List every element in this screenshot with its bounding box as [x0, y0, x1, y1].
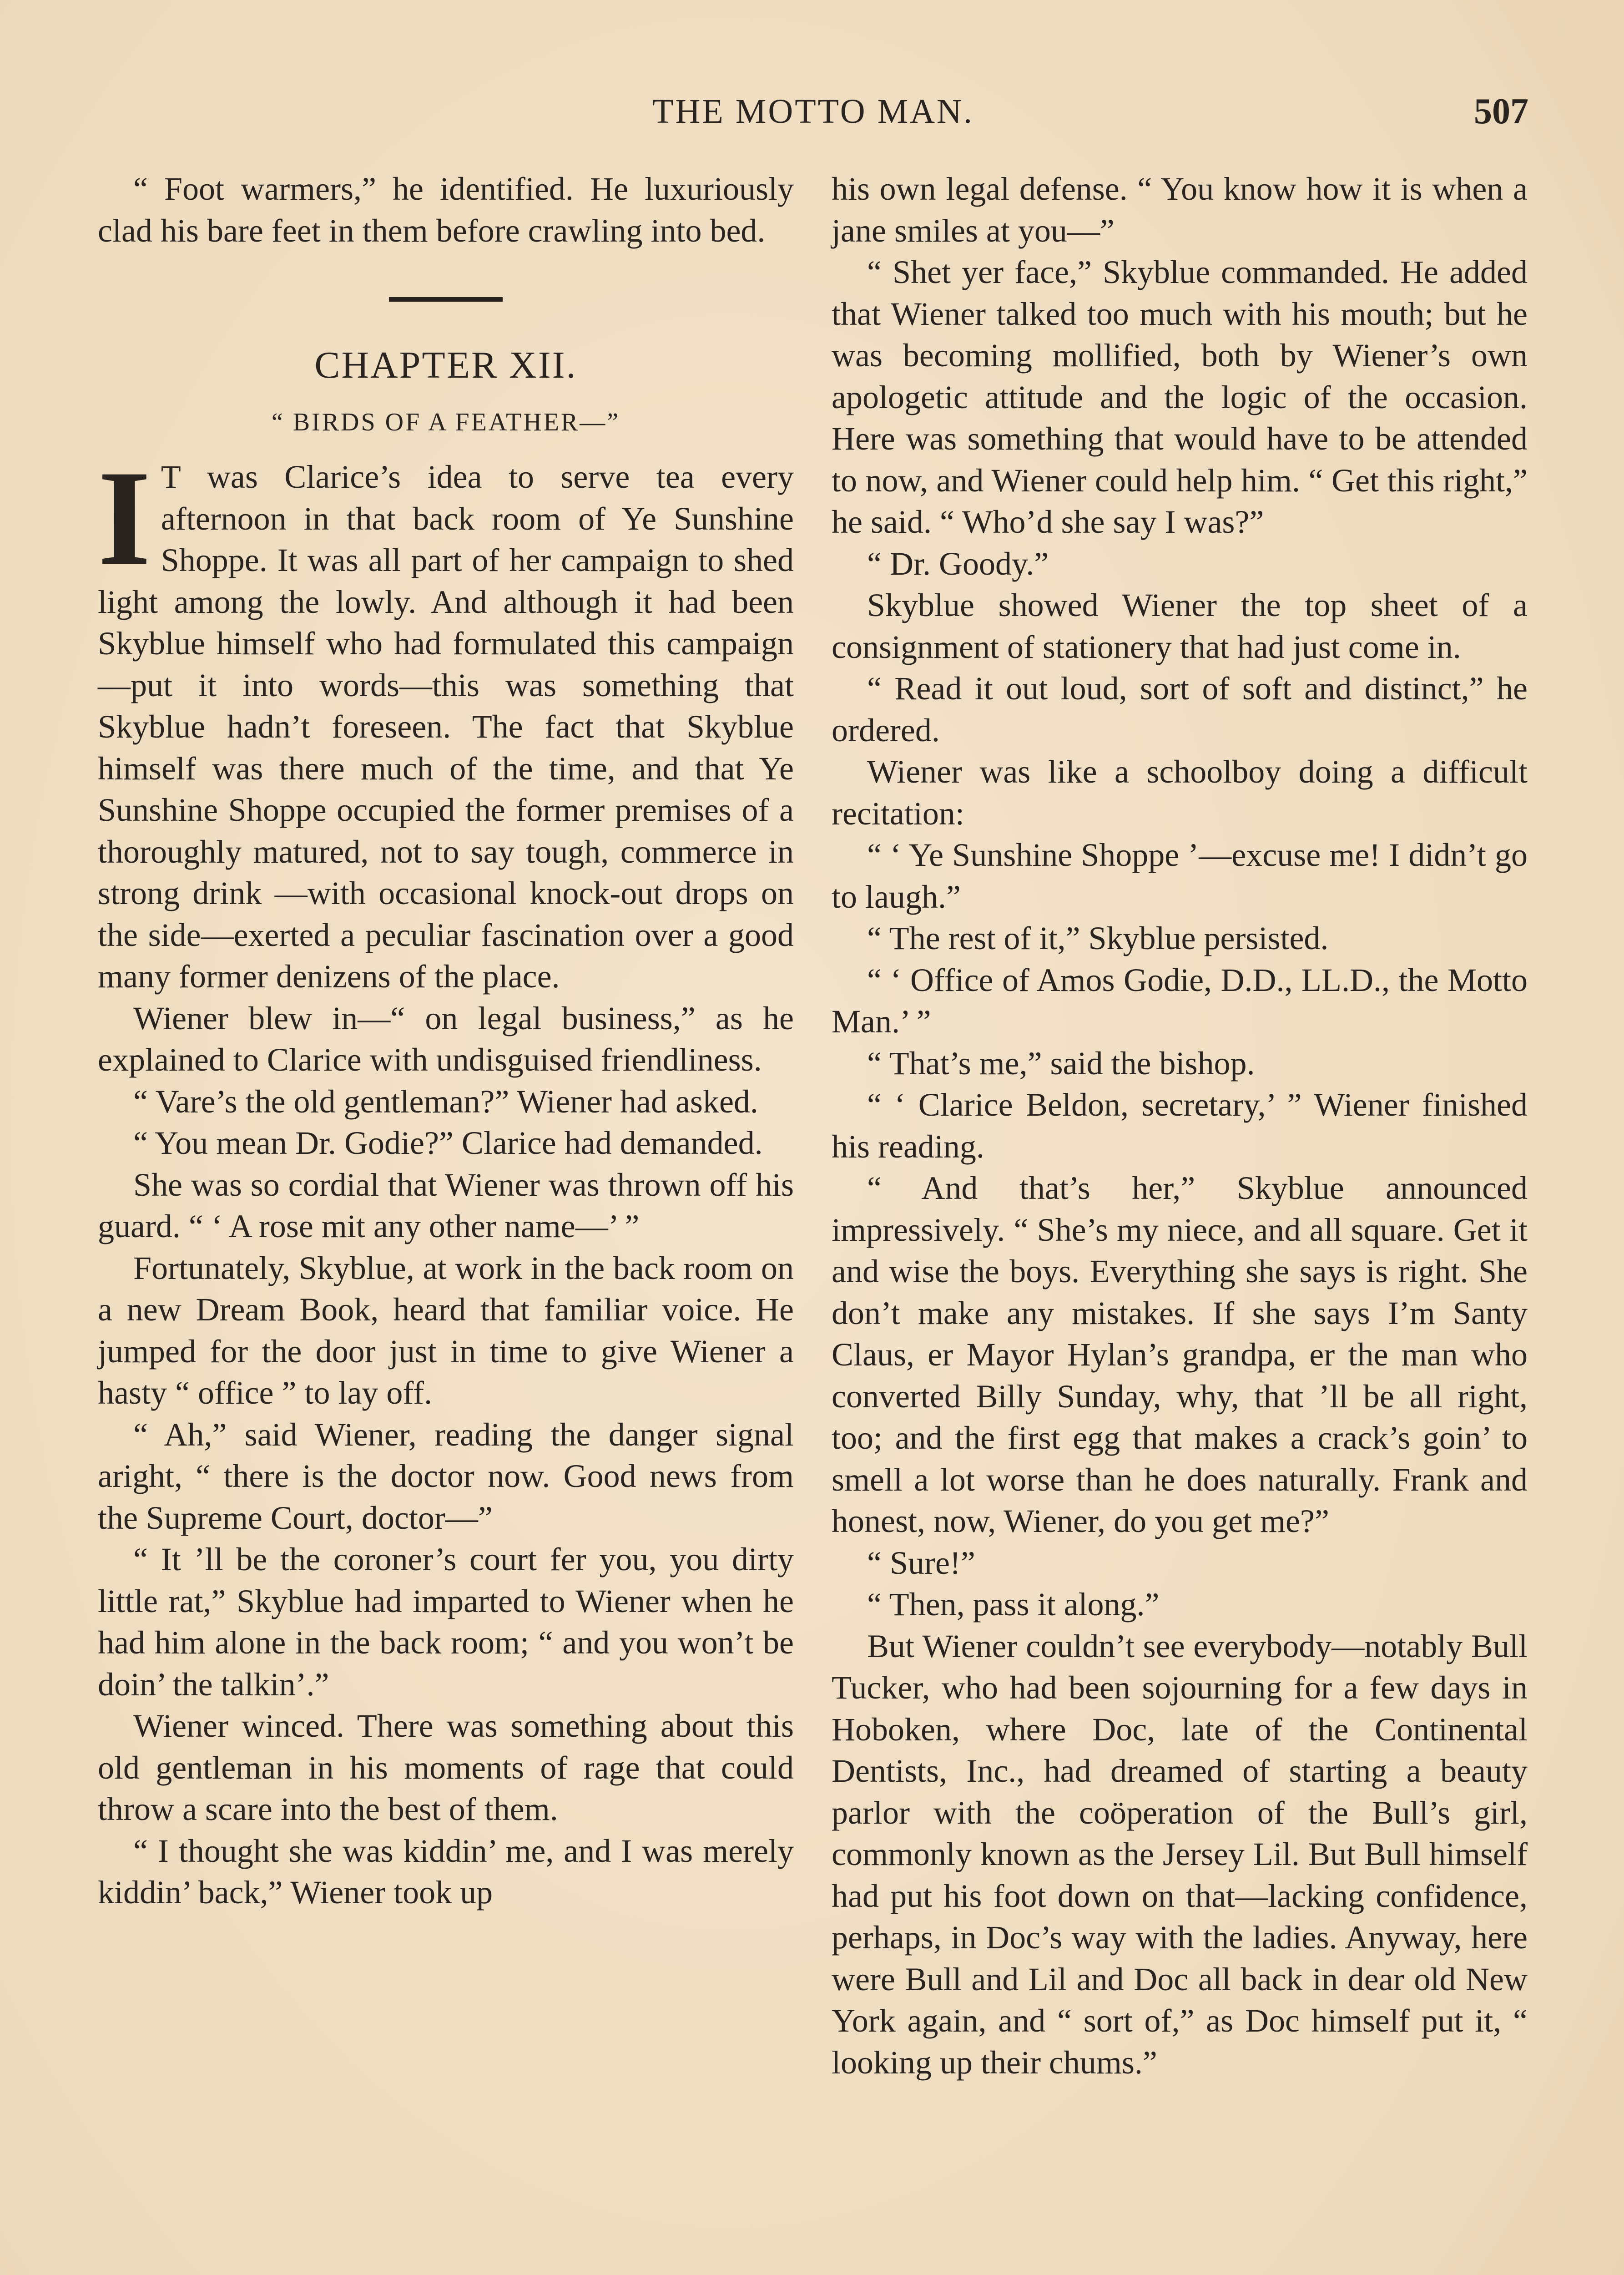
left-column	[98, 168, 794, 1914]
paragraph: But Wiener couldn’t see everybody—notably Bull Tucker, who had been sojourning for a few days in Hoboken, where Doc, late of the Continental Dentists, Inc., had dreamed of starting a beauty parlor with the coöperation of the Bull’s girl, commonly known as the Jersey Lil. But Bull himself had put his foot down on that—lacking confidence, perhaps, in Doc’s way with the ladies. Anyway, here were Bull and Lil and Doc all back in dear old New York again, and “ sort of,” as Doc himself put it, “ looking up their chums.”	[832, 1628, 1528, 2081]
paragraph: “ Vare’s the old gentleman?” Wiener had asked.	[133, 1083, 758, 1120]
paragraph: “ Read it out loud, sort of soft and distinct,” he ordered.	[832, 670, 1528, 748]
paragraph: Wiener winced. There was something about this old gentleman in his moments of rage that could throw a scare into the best of them.	[98, 1708, 794, 1827]
paragraph: “ I thought she was kiddin’ me, and I was merely kiddin’ back,” Wiener took up	[98, 1832, 794, 1911]
paragraph: “ Then, pass it along.”	[867, 1586, 1160, 1623]
right-column	[832, 168, 1528, 2083]
paragraph: “ ‘ Office of Amos Godie, D.D., LL.D., the Motto Man.’ ”	[832, 961, 1528, 1040]
paragraph: his own legal defense. “ You know how it is when a jane smiles at you—”	[832, 171, 1528, 249]
paragraph: “ You mean Dr. Godie?” Clarice had demanded.	[133, 1125, 763, 1161]
paragraph: Wiener was like a schoolboy doing a difficult recitation:	[832, 753, 1528, 832]
paragraph: “ ‘ Ye Sunshine Shoppe ’—excuse me! I didn’t go to laugh.”	[832, 837, 1528, 915]
page-header	[98, 86, 1528, 136]
paragraph: “ The rest of it,” Skyblue persisted.	[867, 920, 1329, 956]
running-title: THE MOTTO MAN.	[652, 92, 974, 131]
paragraph: “ Sure!”	[867, 1544, 975, 1581]
paragraph: “ Dr. Goody.”	[867, 545, 1049, 582]
paragraph: “ Shet yer face,” Skyblue commanded. He added that Wiener talked too much with his mouth; but he was becoming mollified, both by Wiener’s own apologetic attitude and the logic of the occasion. Here was something that would have to be attended to now, and Wiener could help him. “ Get this right,” he said. “ Who’d she say I was?”	[832, 254, 1528, 540]
paragraph: “ That’s me,” said the bishop.	[867, 1045, 1255, 1082]
paragraph: Wiener blew in—“ on legal business,” as he explained to Clarice with undisguised friendliness.	[98, 1000, 794, 1078]
paragraph: “ Foot warmers,” he identified. He luxuriously clad his bare feet in them before crawling into bed.	[98, 171, 794, 249]
paragraph: “ ‘ Clarice Beldon, secretary,’ ” Wiener finished his reading.	[832, 1087, 1528, 1165]
paragraph: Skyblue showed Wiener the top sheet of a consignment of stationery that had just come in.	[832, 587, 1528, 665]
paragraph: Fortunately, Skyblue, at work in the back room on a new Dream Book, heard that familiar voice. He jumped for the door just in time to give Wiener a hasty “ office ” to lay off.	[98, 1249, 794, 1411]
paragraph: “ It ’ll be the coroner’s court fer you, you dirty little rat,” Skyblue had imparted to Wiener when he had him alone in the back room; “ and you won’t be doin’ the talkin’.”	[98, 1541, 794, 1703]
chapter-heading: CHAPTER XII.	[314, 344, 577, 386]
chapter-subtitle: “ BIRDS OF A FEATHER—”	[271, 408, 620, 436]
paragraph: “ And that’s her,” Skyblue announced impressively. “ She’s my niece, and all square. Get it and wise the boys. Everything she says is right. She don’t make any mistakes. If she says I’m Santy Claus, er Mayor Hylan’s grandpa, er the man who converted Billy Sunday, why, that ’ll be all right, too; and the first egg that makes a crack’s goin’ to smell a lot worse than he does naturally. Frank and honest, now, Wiener, do you get me?”	[832, 1170, 1528, 1539]
opening-paragraph-text: T was Clarice’s idea to serve tea every afternoon in that back room of Ye Sunshine Shoppe. It was all part of her campaign to shed light among the lowly. And although it had been Skyblue himself who had formulated this campaign —put it into words—this was something that Skyblue hadn’t foreseen. The fact that Skyblue himself was there much of the time, and that Ye Sunshine Shoppe occupied the former premises of a thoroughly matured, not to say tough, commerce in strong drink —with occasional knock-out drops on the side—exerted a peculiar fascination over a good many former denizens of the place.	[98, 459, 794, 995]
paragraph: She was so cordial that Wiener was thrown off his guard. “ ‘ A rose mit any other name—’ ”	[98, 1166, 794, 1244]
opening-paragraph	[98, 442, 794, 998]
drop-cap: I	[98, 442, 151, 593]
section-divider	[389, 297, 503, 302]
page-number: 507	[1474, 91, 1528, 131]
paragraph: “ Ah,” said Wiener, reading the danger signal aright, “ there is the doctor now. Good news from the Supreme Court, doctor—”	[98, 1416, 794, 1536]
